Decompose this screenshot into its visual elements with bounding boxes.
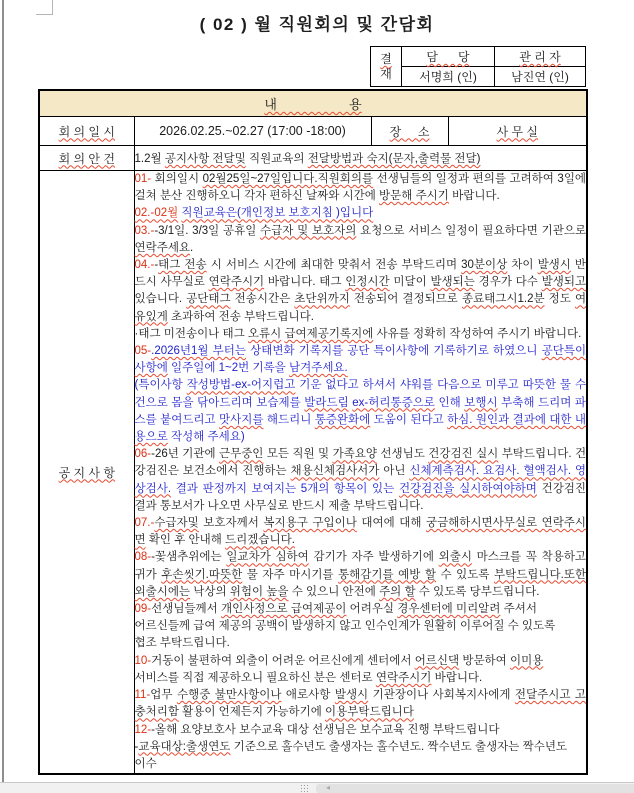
notice-item	[135, 343, 587, 446]
text-run: 가족요양	[332, 448, 377, 461]
content-header-cell	[39, 90, 587, 117]
text-run: 보호자께서	[198, 517, 264, 530]
text-run: 05-	[134, 345, 152, 358]
text-run: 있습니다.	[134, 293, 187, 306]
text-run: 차이	[507, 259, 538, 272]
text-run: 반드시 사무실로	[134, 259, 587, 289]
text-run: 활용이 언제든지 가능하기에	[178, 706, 326, 719]
text-run: 건강검진 실시	[428, 448, 499, 461]
text-run: 공단특이사항에	[134, 345, 587, 375]
text-run: 수급자및	[154, 517, 199, 530]
notices-content-cell	[134, 171, 587, 775]
text-run: 회의일시	[151, 173, 203, 185]
text-run: (특이사항	[134, 379, 187, 392]
text-run: -26년 기관에	[151, 448, 219, 461]
text-run: 거동이 불편하여 외출이 어려운 어르신에게 센터에서	[151, 654, 415, 667]
text-run: 04.-	[134, 259, 155, 272]
notice-item	[135, 446, 587, 515]
text-run: 02월25일~27일입니다.직원회의를	[202, 173, 374, 185]
text-run: 위험이 높을	[229, 585, 289, 598]
text-run: 인해	[434, 396, 465, 409]
text-run: 발생되는	[430, 276, 475, 289]
approval-stamp-cell	[371, 47, 402, 87]
text-run: 시 서비스 시간에 최대한 맞춰서 전송 부탁드리며	[206, 259, 462, 272]
text-run: 인정시간	[345, 276, 390, 289]
text-run: 방문하여	[459, 654, 510, 667]
text-run: 부축해 드리며 파스를 붙여드리고	[134, 396, 587, 426]
text-run: 전송되어 결정되므로	[349, 293, 462, 306]
text-run: 연락주시기	[375, 671, 432, 684]
text-run: 발생되고	[541, 276, 587, 289]
text-run: .	[190, 241, 194, 254]
text-run: 태그 전송	[158, 259, 207, 272]
text-run: 09-	[134, 603, 152, 616]
text-run: 업무	[150, 689, 177, 702]
text-run: 일주일에 1~2번 기록을	[167, 362, 289, 375]
text-run: -올해 요양보호사 보수교육 대상 선생님은 보수교육 진행 부탁드립니다	[151, 723, 500, 736]
meeting-datetime-label-cell: 회 의 일 시	[39, 117, 134, 146]
meeting-content-table	[38, 89, 588, 775]
text-run: 12-	[134, 723, 152, 736]
text-run: 협조 부탁드립니다.	[134, 637, 230, 650]
notice-item	[135, 687, 587, 721]
page-title: ( 02 ) 월 직원회의 및 간담회	[199, 15, 435, 34]
text-run: 발생시	[334, 689, 369, 702]
meeting-place-label-cell: 장 소	[371, 117, 448, 146]
content-header-label: 내 용	[264, 97, 362, 112]
text-run: 10-	[134, 654, 152, 667]
text-run: 기관장이나 사회복지사에게	[368, 689, 515, 702]
text-run: 오류시	[247, 327, 282, 340]
text-run: 요청으로 서비스 일정이 필요하다면 기관으로	[356, 224, 587, 237]
text-run: 어르신댁	[414, 654, 460, 667]
notice-item	[135, 601, 587, 653]
text-run: 드리겠습니다.	[225, 534, 295, 547]
meeting-datetime-value: 2026.02.25.~02.27 (17:00 -18:00)	[134, 117, 371, 146]
text-run: 이용부탁드립니다	[325, 706, 414, 719]
text-run: 수 있으니 안전에	[288, 585, 380, 598]
text-run: 하심. 원인과 결과에 대한 내용으로	[134, 413, 587, 444]
text-run: 서비스를 직접 제공하오니 필요하신 분은 센터로	[134, 671, 376, 684]
text-run: 맛사지를	[219, 413, 264, 426]
approval-manager-name: 남진연 (인)	[495, 67, 586, 87]
approval-staff-name: 서명희 (인)	[402, 67, 495, 87]
text-run: 궁금해하시면사무실로 연락주시면	[134, 517, 587, 547]
notice-item	[135, 515, 587, 549]
text-run: 일교차가 심하여	[226, 551, 309, 564]
text-run: 종료태그시1.2분	[461, 293, 545, 306]
text-run: 바랍니다.	[431, 671, 483, 684]
text-run: 여유있게	[134, 293, 587, 323]
text-run: 전달방법과 숙지(문자,출력물 전달)	[307, 153, 481, 165]
text-run: 급여제공기록지에	[284, 327, 374, 340]
text-run: 미달이	[389, 276, 431, 289]
text-run: 부탁드립니다.또한 외출시에는	[134, 568, 587, 598]
text-run: 개인사정으로 급여제공이	[220, 603, 347, 616]
text-run: 07.-	[134, 517, 155, 530]
text-run: 건강검진 결과 통보서가 나오면 사무실로 반드시 제출 부탁드립니다.	[134, 482, 587, 512]
text-run: 30분이상	[461, 259, 508, 272]
text-run: 바랍니다.	[448, 190, 500, 203]
notice-item	[135, 205, 587, 222]
text-run: .2026년1월 부터는	[151, 345, 246, 358]
text-run: 애로사항	[281, 689, 335, 702]
text-run: 전송시간은	[230, 293, 295, 306]
text-run: 선생님들의 일정과 편의를 고려하여 3일에 걸쳐 분산 진행하오니 각자 편하신 날짜와 시간에	[134, 173, 587, 203]
meeting-agenda-label-cell: 회 의 안 건	[39, 146, 134, 171]
text-run: 수행중 불만사항이나	[176, 689, 282, 702]
text-run: 발라드림	[304, 396, 349, 409]
notice-item	[135, 722, 587, 774]
text-run: 06-	[134, 448, 152, 461]
text-run: 통해감기를 예방 할	[338, 568, 436, 581]
text-run: 1.2월	[134, 153, 165, 165]
text-run: 바랍니다. 태그	[264, 276, 346, 289]
text-run: 보행시	[464, 396, 498, 409]
text-run: 사유를 정확히 작성하여 주시기 바랍니다.	[373, 327, 582, 340]
text-run: -꽃샘추위에는	[151, 551, 227, 564]
text-run: 수 있도록 당부드립니다.	[415, 585, 540, 598]
text-run: 선생님들께서	[151, 603, 221, 616]
text-run: 03.-	[134, 224, 155, 237]
text-run: ex-허리통증으로	[352, 396, 435, 409]
text-run: 후손씻기.따뜻한	[161, 568, 243, 581]
text-run: 상태변화 기록지를 공단 특이사항에 기록하기로 하였으니	[246, 345, 542, 358]
approval-staff-header: 담 당	[402, 47, 495, 67]
text-run: 아닌	[379, 465, 410, 478]
text-run: 직원교육은(개인정보 보호지침 )입니다	[181, 207, 374, 220]
text-run: 02.-02월	[134, 207, 179, 220]
scroll-left-arrow-icon[interactable]: ◂	[326, 783, 331, 792]
text-run: 발생시	[537, 259, 571, 272]
text-run: 복지용구 구입이나	[263, 517, 357, 530]
text-run: 공지사항 전달및	[164, 153, 246, 165]
text-run: 기준으로 홀수년도 출생자는 홀수년도. 짝수년도 출생자는 짝수년도	[230, 740, 568, 753]
text-run: 수 있도록	[435, 568, 494, 581]
approval-stamp-bottom-label: 재	[380, 67, 392, 81]
text-run: 작성해 주세요)	[167, 431, 245, 444]
text-run: 이수	[134, 757, 157, 770]
text-run: 이미용	[509, 654, 544, 667]
text-run: 정도	[544, 293, 575, 306]
text-run: 남겨주세요.	[289, 362, 348, 375]
text-run: 어려우실	[346, 603, 398, 616]
text-run: 어르신들께 급여 제공의 공백이 발생하지 않고 인수인계가 원활히 이루어질 수 있도록	[134, 620, 556, 633]
text-run: 신체계측검사. 요검사. 혈액검사. 영상검사.	[134, 465, 587, 495]
text-run: 물 자주 마시기를	[242, 568, 339, 581]
text-run: 부탁드립니다. 건강검진은 보건소에서 진행하는	[134, 448, 587, 478]
text-run: 초과하여 전송 부탁드립니다.	[167, 310, 314, 323]
text-run: 건강검진을 실시하여야하며	[398, 482, 537, 495]
text-run: 11-	[134, 689, 151, 702]
text-run: 초단위까지	[294, 293, 350, 306]
text-run: 방문해 주시기	[379, 190, 449, 203]
text-run: -3/1일. 3/3일 공휴일	[154, 224, 261, 237]
text-run: 공단태그	[186, 293, 231, 306]
notice-item	[135, 223, 587, 257]
text-run: 주의 할	[379, 585, 416, 598]
text-run: 통증완화에	[314, 413, 371, 426]
text-run: 경우센터에 미리알려	[397, 603, 501, 616]
approval-stamp-top-label: 결	[380, 52, 392, 66]
text-run: 대여에 대해	[356, 517, 426, 530]
text-run: 낙상의	[190, 585, 230, 598]
meeting-agenda-value	[134, 146, 587, 171]
scroll-splitter-handle-icon[interactable]	[300, 784, 309, 792]
text-run: 연락주시기	[208, 276, 265, 289]
text-run: 수급자 및 보호자의	[260, 224, 357, 237]
text-run: 08-	[134, 551, 152, 564]
notice-item	[135, 257, 587, 343]
text-run: 해드리니	[263, 413, 315, 426]
notice-item	[135, 549, 587, 601]
approval-manager-header: 관 리 자	[495, 47, 586, 67]
approval-table	[370, 46, 586, 87]
text-run: 채용신체검사서가	[290, 465, 380, 478]
text-run: 외출시	[438, 551, 472, 564]
text-run: 작성방법-ex-어지럽고	[186, 379, 296, 392]
horizontal-scrollbar-area	[0, 782, 634, 793]
meeting-place-value: 사 무 실	[448, 117, 587, 146]
text-run: ·태그 미전송이나 태그	[134, 327, 248, 340]
notices-label-cell: 공 지 사 항	[39, 171, 134, 775]
horizontal-scrollbar[interactable]	[316, 784, 634, 793]
text-run: -	[154, 259, 159, 272]
text-run: 전달주시고 고충처리함	[134, 689, 587, 719]
text-run: 직원교육의	[245, 153, 308, 165]
notice-item	[135, 653, 587, 687]
text-run: 도움이 된다고	[370, 413, 448, 426]
text-run: 마스크를 꼭 착용하고 귀가	[134, 551, 587, 581]
text-run: 01-	[134, 173, 152, 185]
text-run: 감기가 자주 발생하기에	[308, 551, 439, 564]
text-run: 확인 후 안내해	[145, 534, 226, 547]
text-run: 기운 없다고 하셔서 샤워를 다음으로 미루고 따뜻한 물 수건으로 몸을 닦아드리며 보습제를	[134, 379, 587, 409]
text-run: -	[134, 740, 139, 753]
text-run: 교육대상:출생연도	[138, 740, 231, 753]
text-run: 연락주세요	[134, 241, 191, 254]
text-run: 선생님도	[377, 448, 429, 461]
text-run: 모든 직원 및	[263, 448, 333, 461]
text-run: 주셔서	[500, 603, 537, 616]
notice-item	[135, 171, 587, 205]
text-run: 결과 판정까지 보여지는 5개의 항목이 있는	[171, 482, 399, 495]
text-run: 근무중인	[218, 448, 264, 461]
window-left-border	[2, 0, 4, 783]
text-run: 경우가 다수	[474, 276, 542, 289]
